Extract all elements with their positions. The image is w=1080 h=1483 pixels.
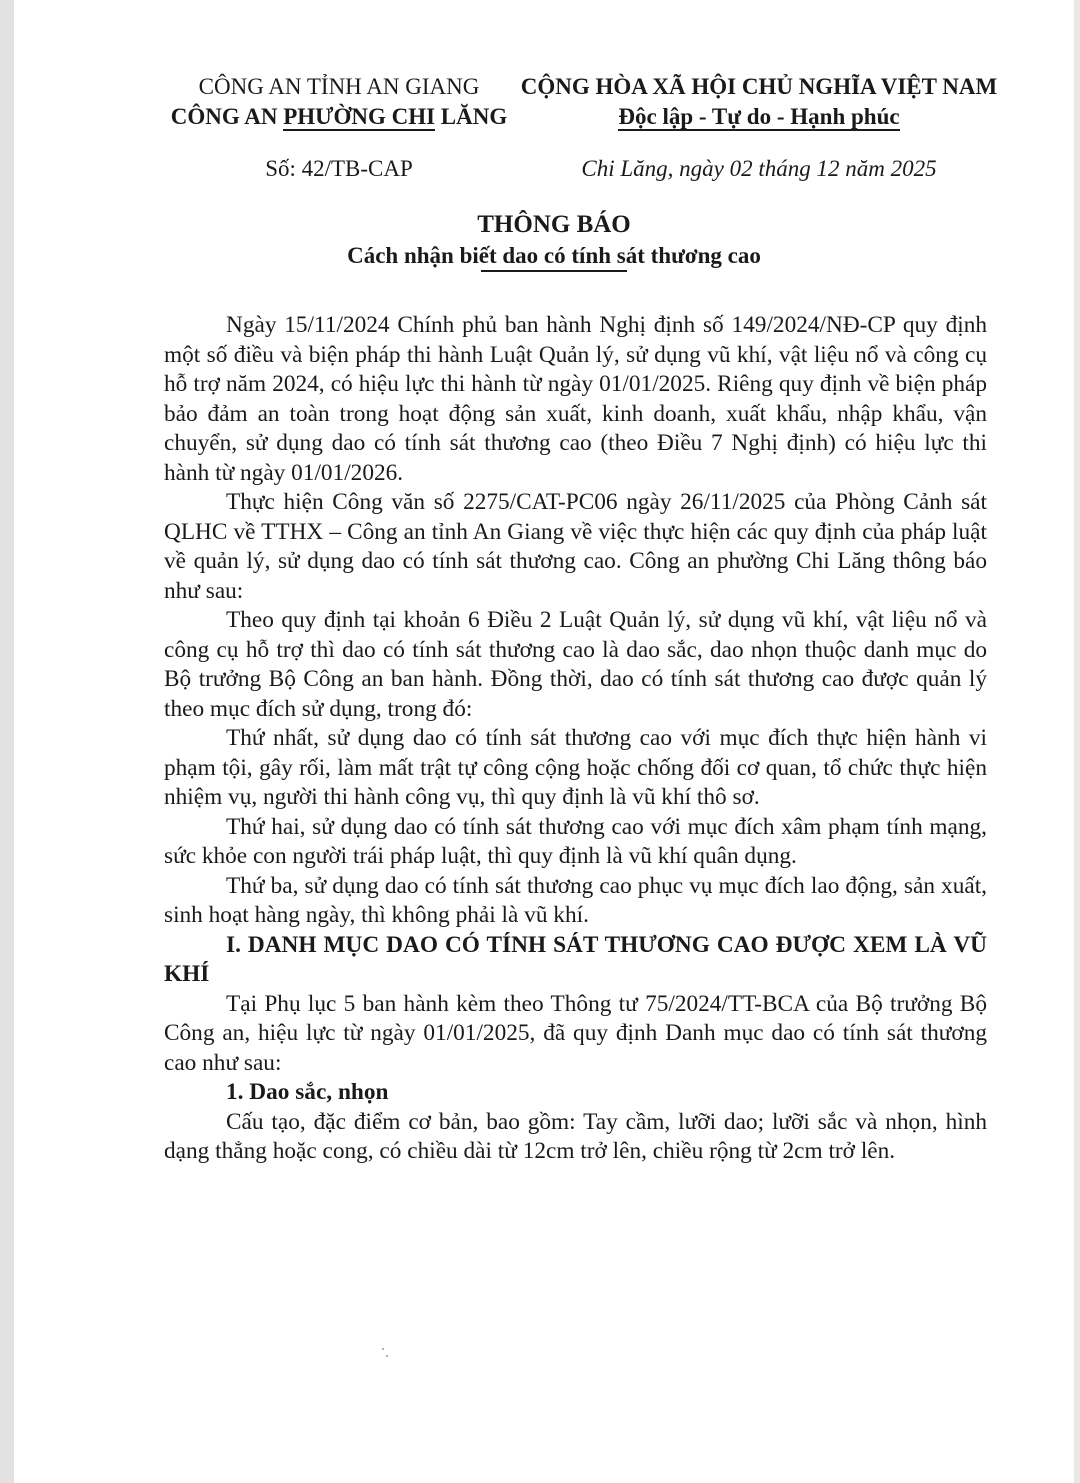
document-body (164, 311, 987, 1167)
place-and-date: Chi Lăng, ngày 02 tháng 12 năm 2025 (581, 156, 937, 181)
subsection-heading: 1. Dao sắc, nhọn (226, 1079, 389, 1105)
issuing-agency-block (154, 72, 524, 184)
document-type: THÔNG BÁO (477, 211, 631, 238)
issuing-agency-part: CÔNG AN (170, 104, 284, 129)
paragraph: Tại Phụ lục 5 ban hành kèm theo Thông tư 75/2024/TT-BCA của Bộ trưởng Bộ Công an, hiệu lực từ ngày 01/01/2025, đã quy định Danh mục dao có tính sát thương cao như sau: (164, 990, 987, 1076)
paragraph: Cấu tạo, đặc điểm cơ bản, bao gồm: Tay cầm, lưỡi dao; lưỡi sắc và nhọn, hình dạng thẳng hoặc cong, có chiều dài từ 12cm trở lên, chiều rộng từ 2cm trở lên. (164, 1108, 987, 1164)
paragraph: Ngày 15/11/2024 Chính phủ ban hành Nghị định số 149/2024/NĐ-CP quy định một số điều và biện pháp thi hành Luật Quản lý, sử dụng vũ khí, vật liệu nổ và công cụ hỗ trợ năm 2024, có hiệu lực thi hành từ ngày 01/01/2025. Riêng quy định về biện pháp bảo đảm an toàn trong hoạt động sản xuất, kinh doanh, xuất khẩu, nhập khẩu, vận chuyển, sử dụng dao có tính sát thương cao (theo Điều 7 Nghị định) có hiệu lực thi hành từ ngày 01/01/2026. (164, 312, 987, 486)
scan-speck (382, 1348, 384, 1350)
paragraph: Thứ ba, sử dụng dao có tính sát thương cao phục vụ mục đích lao động, sản xuất, sinh hoạt hàng ngày, thì không phải là vũ khí. (164, 872, 987, 928)
issuing-agency-underlined: PHƯỜNG CHI (283, 104, 436, 129)
document-header (14, 72, 1080, 192)
issuing-agency (154, 102, 524, 132)
scan-speck (386, 1355, 388, 1357)
national-motto: Độc lập - Tự do - Hạnh phúc (618, 104, 900, 129)
document-title-block (14, 210, 1080, 272)
section-heading: I. DANH MỤC DAO CÓ TÍNH SÁT THƯƠNG CAO ĐƯỢC XEM LÀ VŨ KHÍ (164, 931, 987, 987)
document-subject: Cách nhận biết dao có tính sát thương cao (347, 243, 761, 268)
paragraph: Thực hiện Công văn số 2275/CAT-PC06 ngày 26/11/2025 của Phòng Cảnh sát QLHC về TTHX – Công an tỉnh An Giang về việc thực hiện các quy định của pháp luật về quản lý, sử dụng dao có tính sát thương cao. Công an phường Chi Lăng thông báo như sau: (164, 489, 987, 604)
paragraph: Thứ nhất, sử dụng dao có tính sát thương cao với mục đích thực hiện hành vi phạm tội, gây rối, làm mất trật tự công cộng hoặc chống đối cơ quan, tổ chức thực hiện nhiệm vụ, người thi hành công vụ, thì quy định là vũ khí thô sơ. (164, 725, 987, 810)
paragraph: Thứ hai, sử dụng dao có tính sát thương cao với mục đích xâm phạm tính mạng, sức khỏe con người trái pháp luật, thì quy định là vũ khí quân dụng. (164, 813, 987, 869)
paragraph: Theo quy định tại khoản 6 Điều 2 Luật Quản lý, sử dụng vũ khí, vật liệu nổ và công cụ hỗ trợ thì dao có tính sát thương cao là dao sắc, dao nhọn thuộc danh mục do Bộ trưởng Bộ Công an ban hành. Đồng thời, dao có tính sát thương cao được quản lý theo mục đích sử dụng, trong đó: (164, 607, 987, 722)
nation-name: CỘNG HÒA XÃ HỘI CHỦ NGHĨA VIỆT NAM (520, 74, 998, 99)
issuing-agency-part: LĂNG (435, 104, 508, 129)
parent-agency: CÔNG AN TỈNH AN GIANG (198, 74, 480, 99)
motto-wrapper (509, 102, 1009, 132)
document-number: Số: 42/TB-CAP (265, 156, 413, 181)
national-title-block (509, 72, 1009, 184)
